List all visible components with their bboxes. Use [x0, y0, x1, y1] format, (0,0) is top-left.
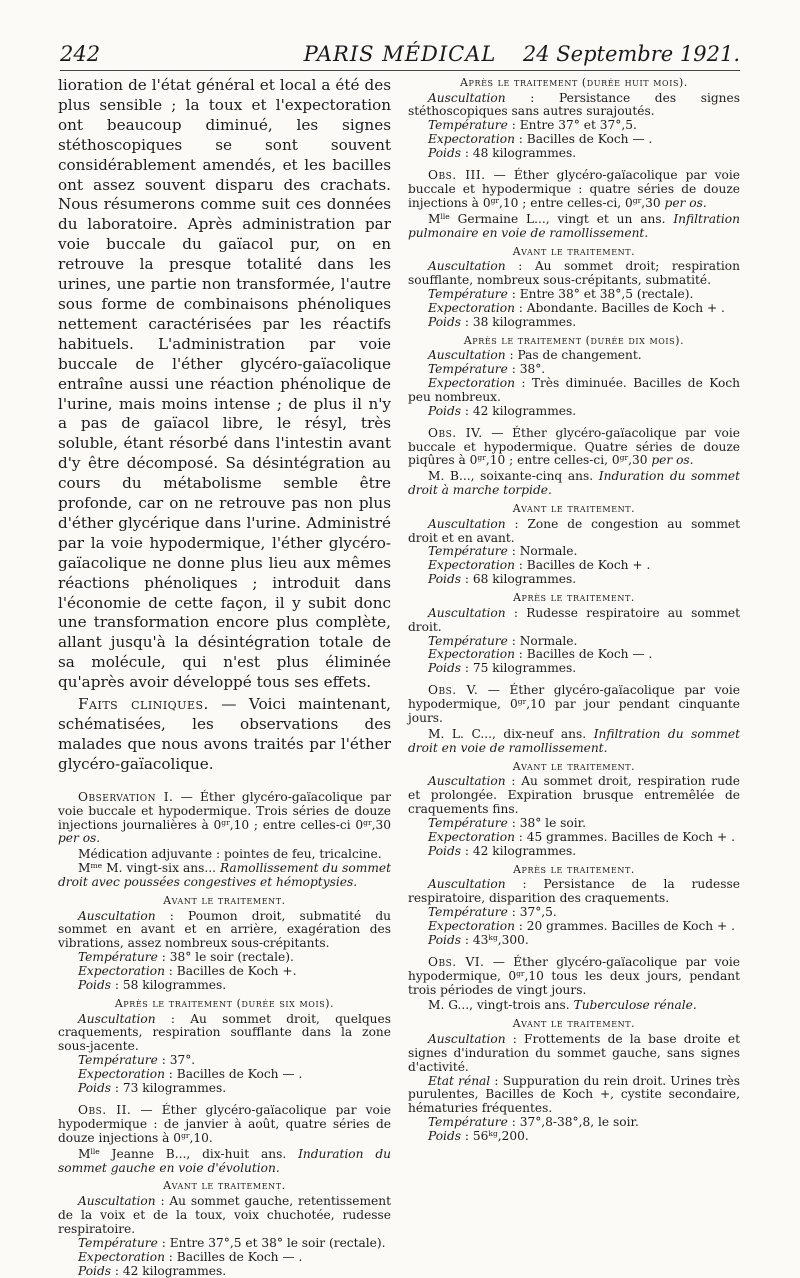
subheading: Après le traitement. — [513, 862, 635, 876]
observation-label: Obs. VI. — [428, 954, 485, 969]
observation-1: Observation I. — Éther glycéro-gaïacolique par voie buccale et hypodermique. Trois séries de douze injections journalières à $0^{gr},10$ ; entre celles-ci $0^{gr},30$ per os. Médication adjuvante : pointes de feu, tricalcine. $M^{me}$ M. vingt-six ans... Ramollissement du sommet droit avec poussées congestives et hémoptysies. Avant le traitement. Auscultation : Poumon droit, submatité du sommet en avant et en arrière, exagération des vibrations, assez nombreux sous-crépitants. Température : 38° le soir (rectale). Expectoration : Bacilles de Koch +. Poids : 58 kilogrammes. Après le traitement (durée six mois). Auscultation : Au sommet droit, quelques craquements, respiration soufflante dans la zone sous-jacente. Température : 37°. Expectoration : Bacilles de Koch — . Poids : 73 kilogrammes. — [58, 789, 392, 1096]
subheading: Avant le traitement. — [512, 1017, 636, 1031]
diagnosis: Ramollissement du sommet droit avec poussées congestives et hémoptysies. — [58, 861, 391, 890]
section-label: Faits cliniques. — [78, 695, 209, 714]
subheading: Avant le traitement. — [512, 759, 636, 773]
diagnosis: Tuberculose rénale. — [573, 998, 697, 1013]
observation-3: Obs. III. — Éther glycéro-gaïacolique par voie buccale et hypodermique : quatre séries de douze injections à $0^{gr},10$ ; entre celles-ci, $0^{gr},30$ per os. $M^{lle}$ Germaine L..., vingt et un ans. Infiltration pulmonaire en voie de ramollissement. Avant le traitement. Auscultation : Au sommet droit; respiration soufflante, nombreux sous-crépitants, submatité. Température : Entre 38° et 38°,5 (rectale). Expectoration : Abondante. Bacilles de Koch + . Poids : 38 kilogrammes. Après le traitement (durée dix mois). Auscultation : Pas de changement. Température : 38°. Expectoration : Très diminuée. Bacilles de Koch peu nombreux. Poids : 42 kilogrammes. — [408, 168, 740, 418]
issue-date: 24 Septembre 1921. — [522, 42, 740, 66]
observation-6: Obs. VI. — Éther glycéro-gaïacolique par voie hypodermique, $0^{gr},10$ tous les deux jours, pendant trois périodes de vingt jours. M. G..., vingt-trois ans. Tuberculose rénale. Avant le traitement. Auscultation : Frottements de la base droite et signes d'induration du sommet gauche, sans signes d'activité. Etat rénal : Suppuration du rein droit. Urines très purulentes, Bacilles de Koch +, cystite secondaire, hématuries fréquentes. Température : 37°,8-38°,8, le soir. Poids : $56^{kg},200$. — [408, 954, 740, 1144]
observation-label: Obs. V. — [428, 683, 479, 698]
diagnosis: Induration du sommet droit à marche torpide. — [408, 469, 740, 498]
observation-label: Observation I. — [78, 789, 174, 804]
observation-2: Obs. II. — Éther glycéro-gaïacolique par voie hypodermique : de janvier à août, quatre séries de douze injections à $0^{gr},10$. $M^{lle}$ Jeanne B..., dix-huit ans. Induration du sommet gauche en voie d'évolution. Avant le traitement. Auscultation : Au sommet gauche, retentissement de la voix et de la toux, voix chuchotée, rudesse respiratoire. Température : Entre 37°,5 et 38° le soir (rectale). Expectoration : Bacilles de Koch — . Poids : 42 kilogrammes. — [58, 1102, 392, 1278]
diagnosis: Infiltration du sommet droit en voie de ramollissement. — [408, 726, 740, 755]
observation-4: Obs. IV. — Éther glycéro-gaïacolique par voie buccale et hypodermique. Quatre séries de douze piqûres à $0^{gr},10$ ; entre celles-ci, $0^{gr},30$ per os. M. B..., soixante-cinq ans. Induration du sommet droit à marche torpide. Avant le traitement. Auscultation : Zone de congestion au sommet droit et en avant. Température : Normale. Expectoration : Bacilles de Koch + . Poids : 68 kilogrammes. Après le traitement. Auscultation : Rudesse respiratoire au sommet droit. Température : Normale. Expectoration : Bacilles de Koch — . Poids : 75 kilogrammes. — [408, 425, 740, 676]
subheading: Avant le traitement. — [163, 894, 286, 908]
diagnosis: Induration du sommet gauche en voie d'évolution. — [58, 1146, 392, 1175]
page-number: 242 — [60, 42, 101, 66]
faits-cliniques-paragraph: Faits cliniques. — Voici maintenant, schématisées, les observations des malades que nous avons traités par l'éther glycéro-gaïacolique. — [58, 695, 392, 773]
observation-5: Obs. V. — Éther glycéro-gaïacolique par voie hypodermique, $0^{gr},10$ par jour pendant cinquante jours. M. L. C..., dix-neuf ans. Infiltration du sommet droit en voie de ramollissement. Avant le traitement. Auscultation : Au sommet droit, respiration rude et prolongée. Expiration brusque entremêlée de craquements fins. Température : 38° le soir. Expectoration : 45 grammes. Bacilles de Koch + . Poids : 42 kilogrammes. Après le traitement. Auscultation : Persistance de la rudesse respiratoire, disparition des craquements. Température : 37°,5. Expectoration : 20 grammes. Bacilles de Koch + . Poids : $43^{kg},300$. — [408, 683, 740, 947]
right-column: Après le traitement (durée huit mois). Auscultation : Persistance des signes stéthoscopiques sans autres surajoutés. Température : Entre 37° et 37°,5. Expectoration : Bacilles de Koch — . Poids : 48 kilogrammes. Obs. III. — Éther glycéro-gaïacolique par voie buccale et hypodermique : quatre séries de douze injections à $0^{gr},10$ ; entre celles-ci, $0^{gr},30$ per os. $M^{lle}$ Germaine L..., vingt et un ans. Infiltration pulmonaire en voie de ramollissement. Avant le traitement. Auscultation : Au sommet droit; respiration soufflante, nombreux sous-crépitants, submatité. Température : Entre 38° et 38°,5 (rectale). Expectoration : Abondante. Bacilles de Koch + . Poids : 38 kilogrammes. Après le traitement (durée dix mois). Auscultation : Pas de changement. Température : 38°. Expectoration : Très diminuée. Bacilles de Koch peu nombreux. Poids : 42 kilogrammes. Obs. IV. — Éther glycéro-gaïacolique par voie buccale et hypodermique. Quatre séries de douze piqûres à $0^{gr},10$ ; entre celles-ci, $0^{gr},30$ per os. M. B..., soixante-cinq ans. Induration du sommet droit à marche torpide. Avant le traitement. Auscultation : Zone de congestion au sommet droit et en avant. Température : Normale. Expectoration : Bacilles de Koch + . Poids : 68 kilogrammes. Après le traitement. Auscultation : Rudesse respiratoire au sommet droit. Température : Normale. Expectoration : Bacilles de Koch — . Poids : 75 kilogrammes. Obs. V. — Éther glycéro-gaïacolique par voie hypodermique, $0^{gr},10$ par jour pendant cinquante jours. M. L. C..., dix-neuf ans. Infiltration du sommet droit en voie de ramollissement. Avant le traitement. Auscultation : Au sommet droit, respiration rude et prolongée. Expiration brusque entremêlée de craquements fins. Température : 38° le soir. Expectoration : 45 grammes. Bacilles de Koch + . Poids : 42 kilogrammes. Après le traitement. Auscultation : Persistance de la rudesse respiratoire, disparition des craquements. Température : 37°,5. Expectoration : 20 grammes. Bacilles de Koch + . Poids : $43^{kg},300$. Obs. VI. — Éther glycéro-gaïacolique par voie hypodermique, $0^{gr},10$ tous les deux jours, pendant trois périodes de vingt jours. M. G..., vingt-trois ans. Tuberculose rénale. Avant le traitement. Auscultation : Frottements de la base droite et signes d'induration du sommet gauche, sans signes d'activité. Etat rénal : Suppuration du rein droit. Urines très purulentes, Bacilles de Koch +, cystite secondaire, hématuries fréquentes. Température : 37°,8-38°,8, le soir. Poids : $56^{kg},200$. — [408, 76, 740, 1144]
page-header — [60, 42, 740, 72]
observation-label: Obs. III. — [428, 168, 486, 183]
observation-label: Obs. II. — [78, 1102, 132, 1117]
subheading: Avant le traitement. — [163, 1179, 286, 1193]
subheading: Après le traitement (durée six mois). — [114, 997, 335, 1010]
left-column — [58, 76, 391, 1278]
subheading: Après le traitement (durée dix mois). — [463, 333, 685, 347]
subheading: Après le traitement. — [513, 591, 635, 605]
observation-label: Obs. IV. — [428, 425, 483, 440]
diagnosis: Infiltration pulmonaire en voie de ramollissement. — [408, 211, 740, 240]
subheading: Avant le traitement. — [512, 502, 636, 516]
header-rule — [60, 70, 740, 71]
body-paragraph: lioration de l'état général et local a été des plus sensible ; la toux et l'expectoration ont beaucoup diminué, les signes stéthoscopiques se sont souvent considérablement amendés, et les bacilles ont assez souvent disparu des crachats. Nous résumerons comme suit ces données du laboratoire. Après administration par voie buccale du gaïacol pur, on en retrouve la presque totalité dans les urines, une partie non transformée, l'autre sous forme de combinaisons phénoliques nettement caractérisées par les réactifs habituels. L'administration par voie buccale de l'éther glycéro-gaïacolique entraîne aussi une réaction phénolique de l'urine, mais moins intense ; de plus il n'y a pas de gaïacol libre, le résyl, très soluble, étant résorbé dans l'intestin avant d'y être décomposé. Sa désintégration au cours du métabolisme semble être profonde, car on ne retrouve pas non plus d'éther glycérique dans l'urine. Administré par la voie hypodermique, l'éther glycéro-gaïacolique ne donne plus lieu aux mêmes réactions phénoliques ; introduit dans l'économie de cette façon, il y subit donc une transformation encore plus complète, allant jusqu'à la désintégration totale de sa molécule, qui n'est plus éliminée qu'après avoir développé tous ses effets. — [58, 76, 391, 692]
subheading: Avant le traitement. — [512, 244, 636, 258]
subheading: Après le traitement (durée huit mois). — [460, 76, 688, 89]
journal-title: PARIS MÉDICAL — [303, 42, 497, 66]
